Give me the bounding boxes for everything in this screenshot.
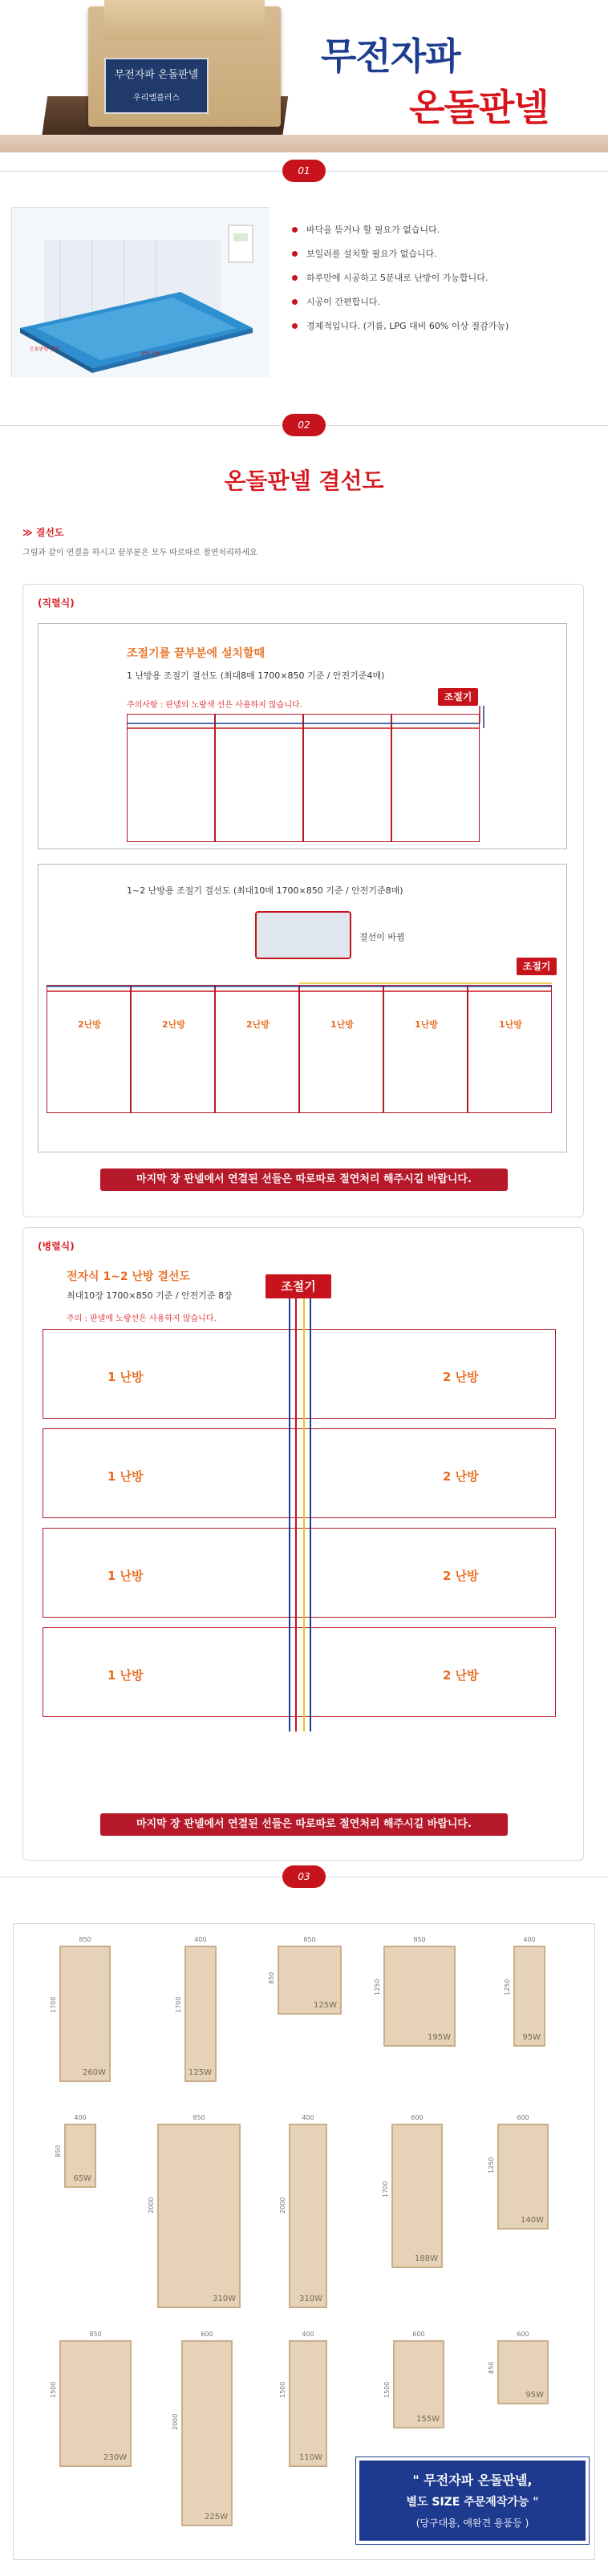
- hero-title-line2: 온돌판넬: [409, 86, 549, 129]
- size-height: 1500: [50, 2381, 57, 2398]
- room-label-left: 1 난방: [107, 1569, 144, 1583]
- size-watt: 110W: [299, 2453, 322, 2462]
- size-height: 1500: [383, 2381, 391, 2398]
- size-width: 850: [193, 2114, 205, 2121]
- size-watt: 95W: [522, 2033, 541, 2042]
- size-watt: 95W: [525, 2391, 544, 2400]
- section-number-badge: 03: [282, 1865, 326, 1888]
- wiring-subtitle-text: 결선도: [35, 527, 64, 538]
- size-width: 600: [412, 2331, 425, 2338]
- heating-panel: [383, 985, 468, 1113]
- size-width: 600: [201, 2331, 213, 2338]
- feature-list: [289, 223, 602, 343]
- room-label: 2난방: [162, 1019, 185, 1030]
- room-label-right: 2 난방: [443, 1469, 479, 1484]
- size-width: 400: [523, 1936, 536, 1943]
- room-label: 2난방: [78, 1019, 101, 1030]
- size-width: 600: [411, 2114, 424, 2121]
- installation-illustration: [11, 207, 270, 377]
- feature-item: 시공이 간편합니다.: [289, 295, 602, 319]
- section-number-badge: 01: [282, 160, 326, 182]
- feature-item: 바닥을 뜯거나 할 필요가 없습니다.: [289, 223, 602, 247]
- size-watt: 65W: [73, 2174, 91, 2183]
- svg-text:방열 장판: 방열 장판: [140, 351, 161, 357]
- controller-label: 조절기: [438, 688, 478, 706]
- hero-banner: [0, 0, 608, 152]
- room-label-left: 1 난방: [107, 1370, 144, 1384]
- panel-cross-section-icon: [12, 208, 270, 378]
- size-height: 1700: [175, 1996, 182, 2013]
- series-diagram-2: [38, 864, 567, 1152]
- panel-size-tile: [157, 2124, 241, 2308]
- panel-size-tile: [497, 2340, 549, 2404]
- parallel-title: 전자식 1~2 난방 결선도: [67, 1270, 191, 1283]
- room-label: 1난방: [499, 1019, 522, 1030]
- parallel-spec: 최대10장 1700×850 기준 / 안전기준 8장: [67, 1290, 233, 1301]
- panel-size-tile: [64, 2124, 96, 2188]
- size-watt: 188W: [415, 2254, 438, 2263]
- wiring-detail-callout: [255, 911, 351, 959]
- size-watt: 195W: [428, 2033, 451, 2042]
- room-label-left: 1 난방: [107, 1668, 144, 1683]
- product-box-lid: [104, 0, 265, 40]
- size-height: 850: [268, 1971, 275, 1984]
- promo-line3: (당구대용, 애완견 용품등 ): [415, 2517, 529, 2529]
- size-watt: 260W: [83, 2068, 106, 2077]
- wiring-detail-note: 결선이 바뀜: [359, 932, 405, 942]
- parallel-wiring-box: [22, 1227, 584, 1861]
- room-label-right: 2 난방: [443, 1668, 479, 1683]
- size-height: 1500: [279, 2381, 286, 2398]
- parallel-wiring-lines-icon: [272, 1298, 328, 1740]
- wiring-description: 그림과 같이 연결을 하시고 끝부분은 모두 따로따로 절연처리하세요: [22, 549, 257, 557]
- size-watt: 310W: [213, 2295, 236, 2303]
- series-diagram-2-spec: 1~2 난방용 조절기 결선도 (최대10매 1700×850 기준 / 안전기준8매): [127, 885, 403, 896]
- size-width: 600: [517, 2114, 529, 2121]
- series-diagram-1-title: 조절기를 끝부분에 설치할때: [127, 647, 265, 660]
- room-label: 1난방: [415, 1019, 438, 1030]
- size-height: 850: [55, 2145, 62, 2157]
- size-height: 1250: [374, 1979, 381, 1995]
- wiring-title: 온돌판넬 결선도: [224, 468, 384, 494]
- series-diagram-1: [38, 623, 567, 849]
- custom-order-banner: [356, 2457, 589, 2544]
- room-label-left: 1 난방: [107, 1469, 144, 1484]
- heating-panel: [468, 985, 552, 1113]
- size-width: 850: [303, 1936, 316, 1943]
- size-height: 1700: [50, 1996, 57, 2013]
- size-watt: 155W: [416, 2415, 440, 2424]
- hero-title-line1: 무전자파: [321, 34, 460, 78]
- panel-size-tile: [393, 2340, 444, 2428]
- series-wiring-box: [22, 584, 584, 1217]
- parallel-warning-bar: 마지막 장 판넬에서 연결된 선들은 따로따로 절연처리 해주시길 바랍니다.: [100, 1813, 508, 1836]
- wiring-subtitle: ≫ 결선도: [22, 527, 64, 538]
- size-width: 400: [194, 1936, 207, 1943]
- controller-label: 조절기: [265, 1274, 331, 1298]
- size-width: 850: [89, 2331, 102, 2338]
- room-label: 1난방: [330, 1019, 354, 1030]
- floor-strip: [0, 135, 608, 152]
- panel-size-tile: [59, 1946, 111, 2082]
- box-label-brand: 우리엘플러스: [133, 94, 180, 103]
- series-warning-bar: 마지막 장 판넬에서 연결된 선들은 따로따로 절연처리 해주시길 바랍니다.: [100, 1169, 508, 1191]
- size-width: 850: [79, 1936, 91, 1943]
- panel-size-tile: [181, 2340, 233, 2526]
- size-height: 2000: [279, 2197, 286, 2213]
- parallel-caution: 주의 : 판넬에 노랑선은 사용하지 않습니다.: [67, 1314, 217, 1323]
- heating-panel: [215, 985, 299, 1113]
- promo-line1: " 무전자파 온돌판넬,: [412, 2473, 533, 2488]
- panel-size-tile: [289, 2124, 327, 2308]
- size-watt: 140W: [521, 2216, 544, 2225]
- size-watt: 310W: [299, 2295, 322, 2303]
- wiring-lines-icon: [47, 975, 560, 999]
- size-height: 1250: [504, 1979, 511, 1995]
- size-width: 850: [413, 1936, 426, 1943]
- feature-item: 하루만에 시공하고 5분내로 난방이 가능합니다.: [289, 271, 602, 295]
- size-watt: 230W: [103, 2453, 127, 2462]
- room-label: 2난방: [246, 1019, 270, 1030]
- series-label: (직렬식): [38, 597, 75, 609]
- size-watt: 225W: [205, 2513, 228, 2521]
- panel-size-tile: [59, 2340, 132, 2467]
- size-watt: 125W: [314, 2001, 337, 2010]
- panel-size-tile: [289, 2340, 327, 2467]
- size-height: 2000: [172, 2413, 179, 2430]
- room-label-right: 2 난방: [443, 1370, 479, 1384]
- series-diagram-1-spec: 1 난방용 조절기 결선도 (최대8매 1700×850 기준 / 안전기준4매): [127, 670, 385, 681]
- promo-line2: 별도 SIZE 주문제작가능 ": [406, 2496, 539, 2509]
- wiring-lines-icon: [127, 706, 496, 738]
- size-height: 2000: [148, 2197, 155, 2213]
- heating-panel: [131, 985, 215, 1113]
- size-width: 400: [302, 2331, 314, 2338]
- panel-size-tile: [513, 1946, 545, 2047]
- section-number-badge: 02: [282, 414, 326, 436]
- size-height: 850: [488, 2361, 495, 2374]
- size-height: 1700: [382, 2181, 389, 2197]
- size-watt: 125W: [188, 2068, 212, 2077]
- series-diagram-1-caution: 주의사항 : 판넬의 노랑색 선은 사용하지 않습니다.: [127, 701, 302, 710]
- parallel-label: (병렬식): [38, 1241, 75, 1252]
- panel-size-tile: [391, 2124, 443, 2268]
- heating-panel: [299, 985, 383, 1113]
- box-label-title: 무전자파 온돌판넬: [114, 69, 199, 81]
- room-label-right: 2 난방: [443, 1569, 479, 1583]
- size-width: 400: [302, 2114, 314, 2121]
- size-width: 600: [517, 2331, 529, 2338]
- feature-item: 보일러를 설치할 필요가 없습니다.: [289, 247, 602, 271]
- svg-text:온돌판넬 단면: 온돌판넬 단면: [30, 346, 59, 352]
- size-width: 400: [74, 2114, 87, 2121]
- panel-size-tile: [383, 1946, 456, 2047]
- size-height: 1250: [488, 2157, 495, 2173]
- feature-item: 경제적입니다. (기름, LPG 대비 60% 이상 절감가능): [289, 319, 602, 343]
- product-box-label: [104, 58, 209, 114]
- panel-size-tile: [278, 1946, 342, 2015]
- panel-size-tile: [184, 1946, 217, 2082]
- controller-label: 조절기: [517, 958, 557, 975]
- panel-size-tile: [497, 2124, 549, 2230]
- heating-panel: [47, 985, 131, 1113]
